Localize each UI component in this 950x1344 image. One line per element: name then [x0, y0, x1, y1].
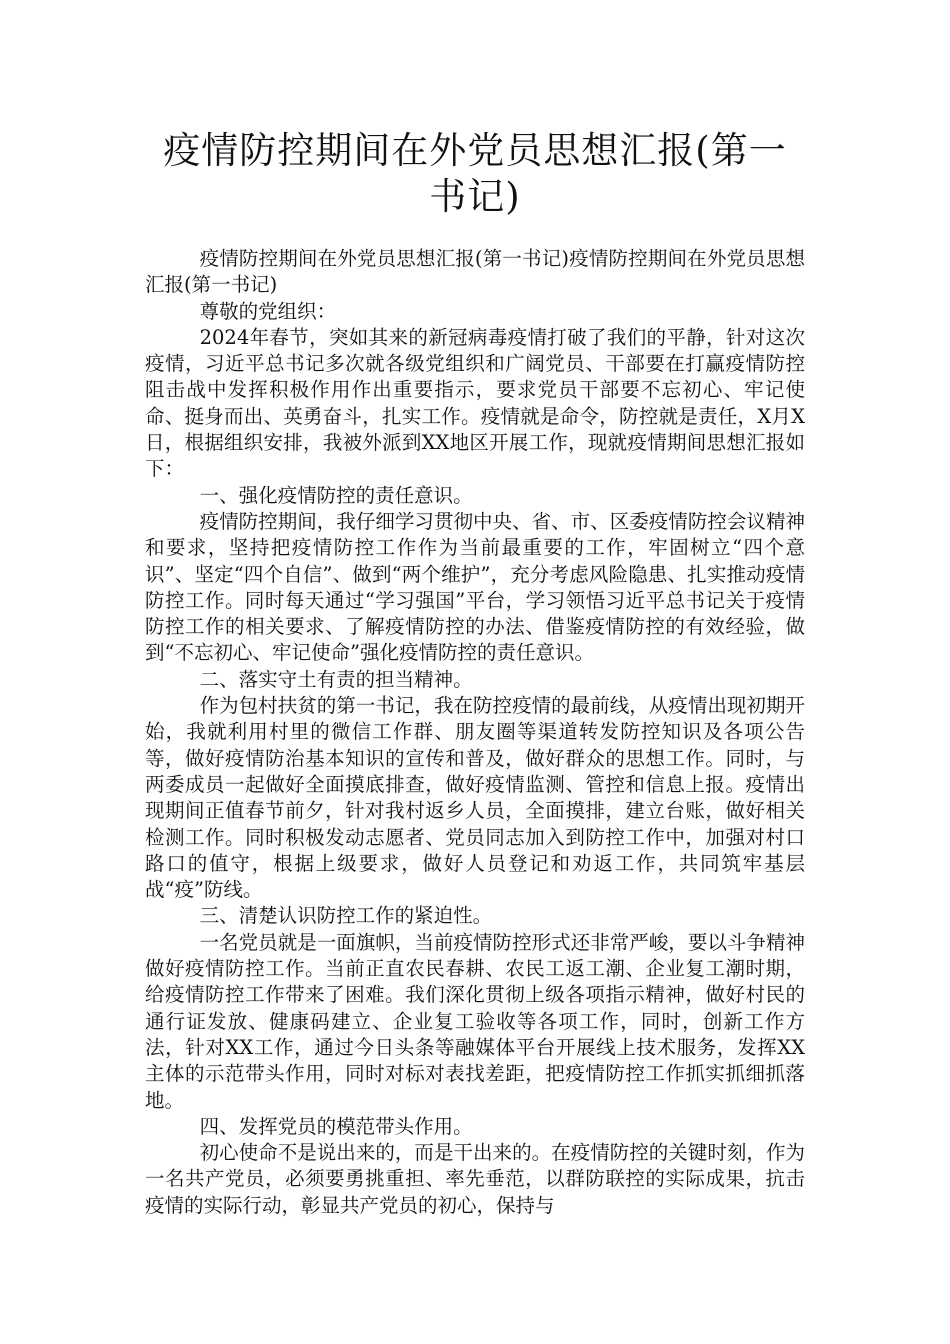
paragraph-intro: 2024年春节，突如其来的新冠病毒疫情打破了我们的平静，针对这次疫情，习近平总书记多次就各级党组织和广阔党员、干部要在打赢疫情防控阻击战中发挥积极作用作出重要指示，要求党员干部要不忘初心、牢记使命、挺身而出、英勇奋斗，扎实工作。疫情就是命令，防控就是责任，X月X日，根据组织安排，我被外派到XX地区开展工作，现就疫情期间思想汇报如下：: [145, 325, 805, 481]
paragraph-section-3: 一名党员就是一面旗帜，当前疫情防控形式还非常严峻，要以斗争精神做好疫情防控工作。当前正直农民春耕、农民工返工潮、企业复工潮时期，给疫情防控工作带来了困难。我们深化贯彻上级各项指示精神，做好村民的通行证发放、健康码建立、企业复工验收等各项工作，同时，创新工作方法，针对XX工作，通过今日头条等融媒体平台开展线上技术服务，发挥XX主体的示范带头作用，同时对标对表找差距，把疫情防控工作抓实抓细抓落地。: [145, 930, 805, 1112]
section-heading-2: 二、落实守土有责的担当精神。: [199, 667, 473, 691]
section-heading-1: 一、强化疫情防控的责任意识。: [199, 483, 473, 507]
paragraph-salutation: 尊敬的党组织：: [199, 299, 337, 323]
section-heading-4: 四、发挥党员的模范带头作用。: [199, 1114, 473, 1138]
document-body: [145, 246, 805, 1219]
document-title: 疫情防控期间在外党员思想汇报(第一书记): [163, 129, 787, 218]
paragraph-section-2: 作为包村扶贫的第一书记，我在防控疫情的最前线，从疫情出现初期开始，我就利用村里的微信工作群、朋友圈等渠道转发防控知识及各项公告等，做好疫情防治基本知识的宣传和普及，做好群众的思想工作。同时，与两委成员一起做好全面摸底排查，做好疫情监测、管控和信息上报。疫情出现期间正值春节前夕，针对我村返乡人员，全面摸排，建立台账，做好相关检测工作。同时积极发动志愿者、党员同志加入到防控工作中，加强对村口路口的值守，根据上级要求，做好人员登记和劝返工作，共同筑牢基层战“疫”防线。: [145, 694, 805, 902]
paragraph-section-1: 疫情防控期间，我仔细学习贯彻中央、省、市、区委疫情防控会议精神和要求，坚持把疫情防控工作作为当前最重要的工作，牢固树立“四个意识”、坚定“四个自信”、做到“两个维护”，充分考虑风险隐患、扎实推动疫情防控工作。同时每天通过“学习强国”平台，学习领悟习近平总书记关于疫情防控工作的相关要求、了解疫情防控的办法、借鉴疫情防控的有效经验，做到“不忘初心、牢记使命”强化疫情防控的责任意识。: [145, 509, 805, 665]
paragraph-section-4: 初心使命不是说出来的，而是干出来的。在疫情防控的关键时刻，作为一名共产党员，必须要勇挑重担、率先垂范，以群防联控的实际成果，抗击疫情的实际行动，彰显共产党员的初心，保持与: [145, 1141, 805, 1217]
paragraph-heading-repeat: 疫情防控期间在外党员思想汇报(第一书记)疫情防控期间在外党员思想汇报(第一书记): [145, 247, 805, 297]
section-heading-3: 三、清楚认识防控工作的紧迫性。: [199, 904, 493, 928]
